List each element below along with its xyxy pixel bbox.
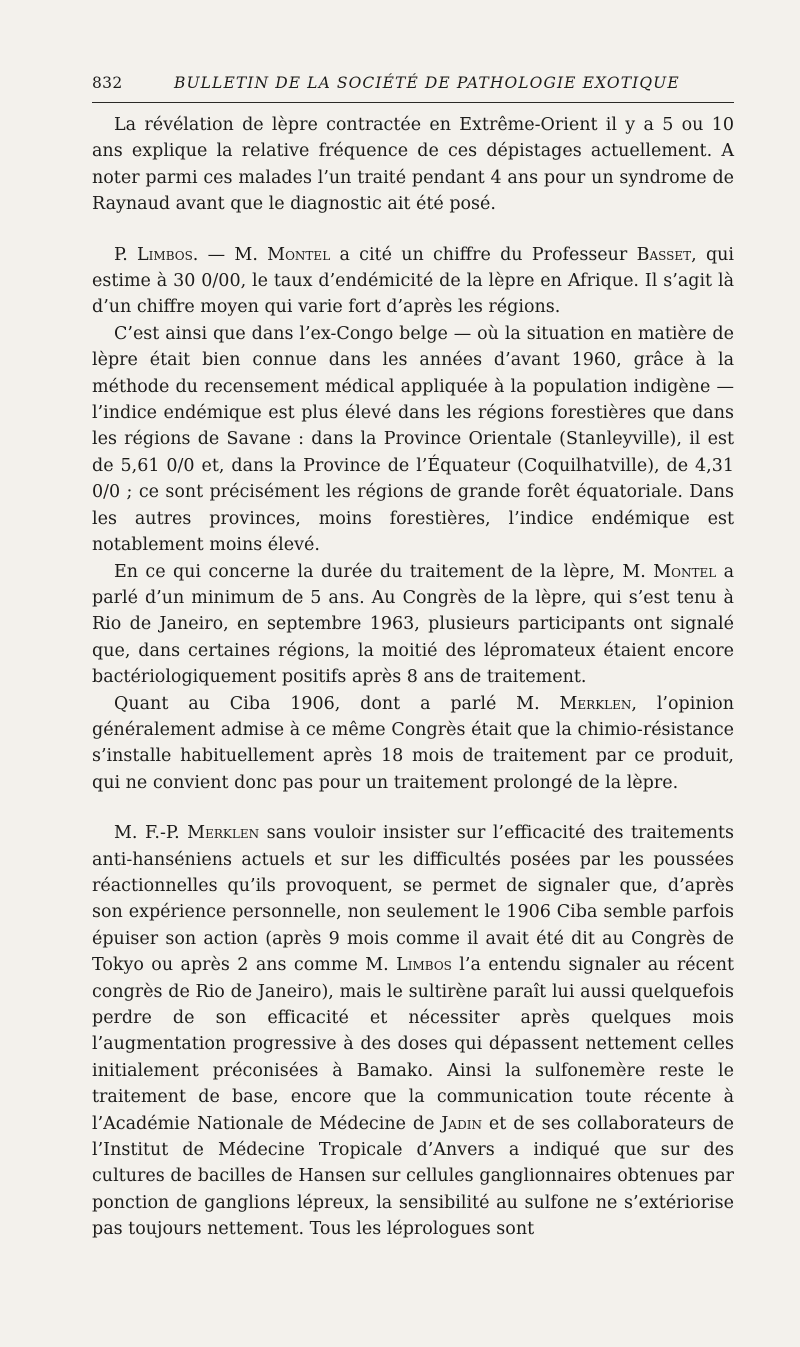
paragraph-3: C’est ainsi que dans l’ex-Congo belge — où la situation en matière de lèpre était bien connue dans les années d’avant 1960, grâce à la méthode du recensement médical appliquée à la population indigène — l’indice endémique est plus élevé dans les régions forestières que dans les régions de Savane : dans la Province Orientale (Stanleyville), il est de 5,61 0/0 et, dans la Province de l’Équateur (Coquilhatville), de 4,31 0/0 ; ce sont précisément les régions de grande forêt équatoriale. Dans les autres provinces, moins forestières, l’indice endémique est notablement moins élevé. bbox=[92, 323, 734, 556]
speaker-name: P. Limbos. bbox=[114, 244, 199, 265]
author-name: Limbos bbox=[396, 955, 452, 976]
author-name: Jadin bbox=[441, 1113, 482, 1134]
author-name: Montel bbox=[267, 244, 331, 265]
header-rule bbox=[92, 102, 734, 103]
speaker-name: Merklen bbox=[187, 823, 260, 844]
article-body bbox=[92, 112, 734, 1243]
paragraph-6: M. F.-P. Merklen sans vouloir insister sur l’efficacité des traitements anti-hanséniens actuels et sur les difficultés posées par les poussées réactionnelles qu’ils provoquent, se permet de signaler que, d’après son expérience personnelle, non seulement le 1906 Ciba semble parfois épuiser son action (après 9 mois comme il avait été dit au Congrès de Tokyo ou après 2 ans comme M. Limbos l’a entendu signaler au récent congrès de Rio de Janeiro), mais le sultirène paraît lui aussi quelquefois perdre de son efficacité et nécessiter après quelques mois l’augmentation progressive à des doses qui dépassent nettement celles initialement préconisées à Bamako. Ainsi la sulfonemère reste le traitement de base, encore que la communication toute récente à l’Académie Nationale de Médecine de Jadin et de ses collaborateurs de l’Institut de Médecine Tropicale d’Anvers a indiqué que sur des cultures de bacilles de Hansen sur cellules ganglionnaires obtenues par ponction de ganglions lépreux, la sensibilité au sulfone ne s’extériorise pas toujours nettement. Tous les léprologues sont bbox=[92, 823, 734, 1240]
paragraph-1: La révélation de lèpre contractée en Extrême-Orient il y a 5 ou 10 ans explique la relative fréquence de ces dépistages actuellement. A noter parmi ces malades l’un traité pendant 4 ans pour un syndrome de Raynaud avant que le diagnostic ait été posé. bbox=[92, 115, 734, 215]
journal-title: BULLETIN DE LA SOCIÉTÉ DE PATHOLOGIE EXOTIQUE bbox=[174, 74, 680, 92]
page-number: 832 bbox=[92, 74, 123, 92]
author-name: Basset bbox=[636, 244, 692, 265]
running-header bbox=[92, 74, 734, 96]
paragraph-5: Quant au Ciba 1906, dont a parlé M. Merklen, l’opinion généralement admise à ce même Congrès était que la chimio-résistance s’installe habituellement après 18 mois de traitement par ce produit, qui ne convient donc pas pour un traitement prolongé de la lèpre. bbox=[92, 693, 734, 793]
author-name: Merklen bbox=[559, 693, 632, 714]
author-name: Montel bbox=[653, 561, 717, 582]
paragraph-4: En ce qui concerne la durée du traitement de la lèpre, M. Montel a parlé d’un minimum de 5 ans. Au Congrès de la lèpre, qui s’est tenu à Rio de Janeiro, en septembre 1963, plusieurs participants ont signalé que, dans certaines régions, la moitié des lépromateux étaient encore bactériologiquement positifs après 8 ans de traitement. bbox=[92, 561, 734, 688]
paragraph-2: P. Limbos. — M. Montel a cité un chiffre du Professeur Basset, qui estime à 30 0/00, le taux d’endémicité de la lèpre en Afrique. Il s’agit là d’un chiffre moyen qui varie fort d’après les régions. bbox=[92, 244, 735, 318]
